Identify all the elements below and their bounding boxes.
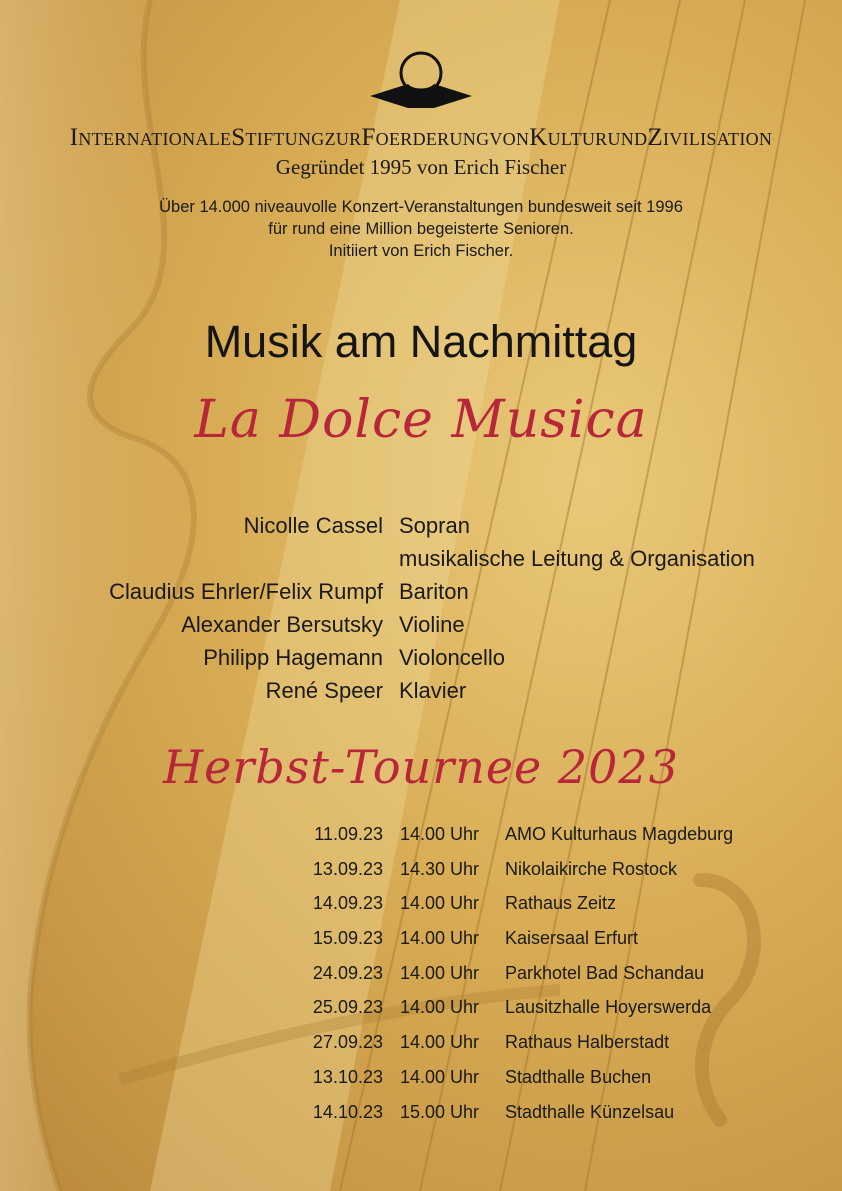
- tour-date-row: [0, 859, 842, 894]
- tour-venue: Rathaus Halberstadt: [505, 1032, 670, 1053]
- tour-date-row: [0, 1032, 842, 1067]
- tour-time: 14.30 Uhr: [400, 858, 480, 879]
- performer-role: musikalische Leitung & Organisation: [399, 546, 755, 571]
- tour-venue: Rathaus Zeitz: [505, 893, 617, 914]
- tour-date: 14.09.23: [312, 893, 383, 914]
- tour-date-row: [0, 1067, 842, 1102]
- tour-time: 14.00 Uhr: [400, 928, 480, 949]
- performer-name: Nicolle Cassel: [243, 513, 383, 538]
- tour-date: 14.10.23: [312, 1101, 383, 1122]
- tour-time: 14.00 Uhr: [400, 997, 480, 1018]
- intro-line: für rund eine Million begeisterte Senioren.: [268, 220, 574, 238]
- tour-date-row: [0, 928, 842, 963]
- performer-name: Alexander Bersutsky: [181, 612, 383, 637]
- tour-date-row: [0, 893, 842, 928]
- tour-title: Herbst-Tournee 2023: [163, 740, 679, 794]
- performer-name: René Speer: [265, 678, 383, 703]
- tour-date: 15.09.23: [312, 928, 383, 949]
- tour-time: 14.00 Uhr: [400, 1066, 480, 1087]
- performer-role: Violoncello: [399, 645, 506, 670]
- organization-name: InternationaleStiftungzurFoerderungvonKulturundZivilisation: [69, 124, 773, 151]
- performer-row: [0, 678, 842, 711]
- performer-row: [0, 645, 842, 678]
- tour-venue: Lausitzhalle Hoyerswerda: [505, 997, 712, 1018]
- ensemble-name: La Dolce Musica: [194, 390, 648, 450]
- performer-role: Sopran: [399, 513, 470, 538]
- tour-venue: Parkhotel Bad Schandau: [505, 962, 705, 983]
- performer-row: [0, 546, 842, 579]
- tour-date: 25.09.23: [312, 997, 383, 1018]
- performer-row: [0, 612, 842, 645]
- tour-venue: Kaisersaal Erfurt: [505, 928, 639, 949]
- tour-date: 27.09.23: [312, 1032, 383, 1053]
- tour-time: 14.00 Uhr: [400, 1032, 480, 1053]
- tour-venue: Stadthalle Künzelsau: [505, 1101, 675, 1122]
- tour-date: 11.09.23: [314, 824, 383, 844]
- tour-venue: AMO Kulturhaus Magdeburg: [505, 824, 734, 844]
- tour-time: 14.00 Uhr: [400, 962, 480, 983]
- tour-time: 14.00 Uhr: [400, 824, 480, 844]
- intro-text: [0, 196, 842, 262]
- foundation-logo: [368, 46, 474, 116]
- tour-date: 13.10.23: [312, 1066, 383, 1087]
- tour-date: 24.09.23: [312, 962, 383, 983]
- performer-role: Klavier: [399, 678, 467, 703]
- performer-role: Violine: [399, 612, 465, 637]
- tour-date-row: [0, 1102, 842, 1137]
- founded-line: Gegründet 1995 von Erich Fischer: [275, 155, 567, 179]
- tour-date: 13.09.23: [312, 858, 383, 879]
- tour-date-row: [0, 824, 842, 859]
- tour-venue: Stadthalle Buchen: [505, 1066, 652, 1087]
- performer-name: Claudius Ehrler/Felix Rumpf: [109, 579, 383, 604]
- performer-name: Philipp Hagemann: [203, 645, 383, 670]
- tour-date-row: [0, 997, 842, 1032]
- event-title: Musik am Nachmittag: [204, 316, 638, 367]
- intro-line: Über 14.000 niveauvolle Konzert-Veranstaltungen bundesweit seit 1996: [159, 198, 683, 216]
- tour-date-row: [0, 963, 842, 998]
- tour-time: 14.00 Uhr: [400, 893, 480, 914]
- intro-line: Initiiert von Erich Fischer.: [328, 242, 514, 260]
- tour-time: 15.00 Uhr: [400, 1101, 480, 1122]
- tour-dates-list: [0, 824, 842, 1136]
- performer-row: [0, 579, 842, 612]
- performer-role: Bariton: [399, 579, 469, 604]
- performer-list: [0, 513, 842, 711]
- performer-row: [0, 513, 842, 546]
- tour-venue: Nikolaikirche Rostock: [505, 858, 678, 879]
